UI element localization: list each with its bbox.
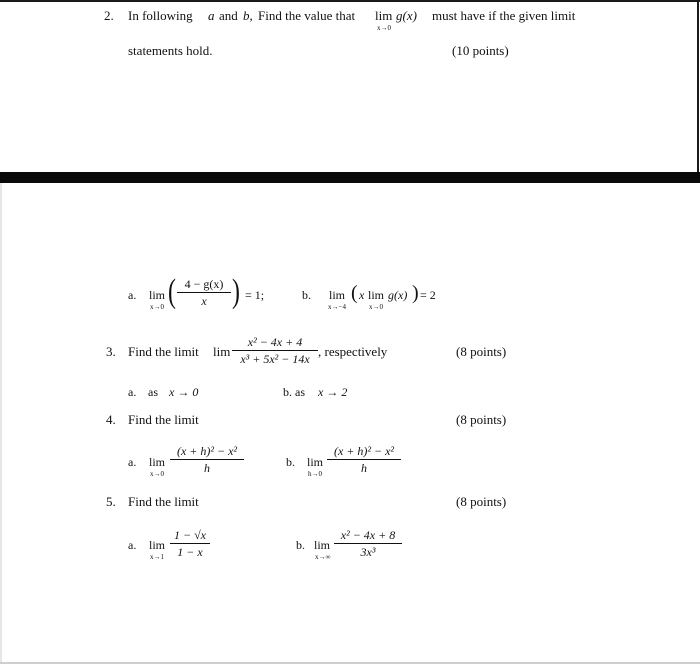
q2-lim: lim	[375, 8, 393, 23]
page-right-border	[697, 0, 699, 172]
q5a-numerator: 1 − √x	[173, 528, 206, 542]
q2a-right-paren: )	[232, 273, 240, 310]
q2a-lim-sub: x→0	[150, 303, 164, 311]
page-separator-band	[0, 172, 700, 183]
q4a-fraction-bar	[170, 459, 244, 460]
q4b-fraction-bar	[327, 459, 401, 460]
q2b-lim: lim	[329, 288, 346, 302]
q5-points: (8 points)	[456, 494, 507, 509]
q3-numerator: x² − 4x + 4	[247, 335, 303, 349]
q4a-lim: lim	[149, 455, 166, 469]
q2-and: and	[219, 8, 238, 23]
q4b-lim: lim	[307, 455, 324, 469]
q3-number: 3.	[106, 344, 116, 359]
q2b-inner-lim: lim	[368, 288, 385, 302]
q2b-lim-sub: x→−4	[328, 303, 346, 311]
q4b-label: b.	[286, 455, 295, 469]
q4-text: Find the limit	[128, 412, 199, 427]
q5b-numerator: x² − 4x + 8	[340, 528, 396, 542]
q3-denominator: x³ + 5x² − 14x	[240, 352, 310, 366]
q5b-label: b.	[296, 538, 305, 552]
q2-points: (10 points)	[452, 43, 509, 58]
q5-text: Find the limit	[128, 494, 199, 509]
q4a-lim-sub: x→0	[150, 470, 164, 478]
q2b-label: b.	[302, 288, 311, 302]
q2-var-a: a	[208, 8, 215, 23]
q3b-label: b. as	[283, 385, 305, 399]
q2-line2: statements hold.	[128, 43, 213, 58]
q2-lim-sub: x→0	[377, 24, 391, 32]
q4b-fraction	[327, 444, 401, 475]
q2-text-mid: Find the value that	[258, 8, 356, 23]
q2a-denominator: x	[201, 294, 207, 308]
q2a-numerator: 4 − g(x)	[184, 277, 224, 291]
q4-number: 4.	[106, 412, 116, 427]
q4b-lim-sub: h→0	[308, 470, 322, 478]
q2-gx: g(x)	[396, 8, 417, 23]
q2-number: 2.	[104, 8, 114, 23]
q5b-lim-sub: x→∞	[315, 553, 331, 561]
q3a-expr: x → 0	[169, 385, 199, 399]
q2a-fraction	[177, 277, 231, 308]
q3-text: Find the limit	[128, 344, 199, 359]
q5a-lim-sub: x→1	[150, 553, 164, 561]
q5b-lim: lim	[314, 538, 331, 552]
q5a-fraction	[170, 528, 210, 559]
q5b-fraction	[334, 528, 402, 559]
q2a-rhs: = 1;	[245, 288, 265, 302]
q5b-denominator: 3x³	[360, 545, 376, 559]
q4a-numerator: (x + h)² − x²	[176, 444, 238, 458]
q2b-right-paren: )	[412, 282, 419, 304]
q2b-inner-lim-sub: x→0	[369, 303, 383, 311]
q2a-label: a.	[128, 288, 137, 302]
q3a-text: as	[148, 385, 158, 399]
q5-number: 5.	[106, 494, 116, 509]
q4-points: (8 points)	[456, 412, 507, 427]
top-border	[0, 0, 700, 2]
q3-fraction-bar	[232, 350, 318, 351]
q2b-left-paren: (	[351, 282, 358, 304]
q5a-fraction-bar	[170, 543, 210, 544]
q3a-label: a.	[128, 385, 137, 399]
q5a-label: a.	[128, 538, 137, 552]
q4a-fraction	[170, 444, 244, 475]
q4b-numerator: (x + h)² − x²	[333, 444, 395, 458]
q5b-fraction-bar	[334, 543, 402, 544]
q4a-label: a.	[128, 455, 137, 469]
q2b-gx: g(x)	[388, 288, 408, 302]
q3-respectively: , respectively	[318, 344, 388, 359]
q2b-rhs: = 2	[420, 288, 436, 302]
q2a-left-paren: (	[168, 273, 176, 310]
q2a-lim: lim	[149, 288, 166, 302]
q2-text-pre: In following	[128, 8, 193, 23]
q4a-denominator: h	[204, 461, 210, 475]
q2-var-b: b,	[243, 8, 253, 23]
q5a-denominator: 1 − x	[177, 545, 203, 559]
q3-fraction	[232, 335, 318, 366]
q3b-expr: x → 2	[318, 385, 348, 399]
q3-lim: lim	[213, 344, 231, 359]
q2a-fraction-bar	[177, 292, 231, 293]
q5a-lim: lim	[149, 538, 166, 552]
q2-text-post: must have if the given limit	[432, 8, 576, 23]
q4b-denominator: h	[361, 461, 367, 475]
page-left-border	[0, 183, 2, 664]
q3-points: (8 points)	[456, 344, 507, 359]
q2b-x: x	[359, 288, 365, 302]
